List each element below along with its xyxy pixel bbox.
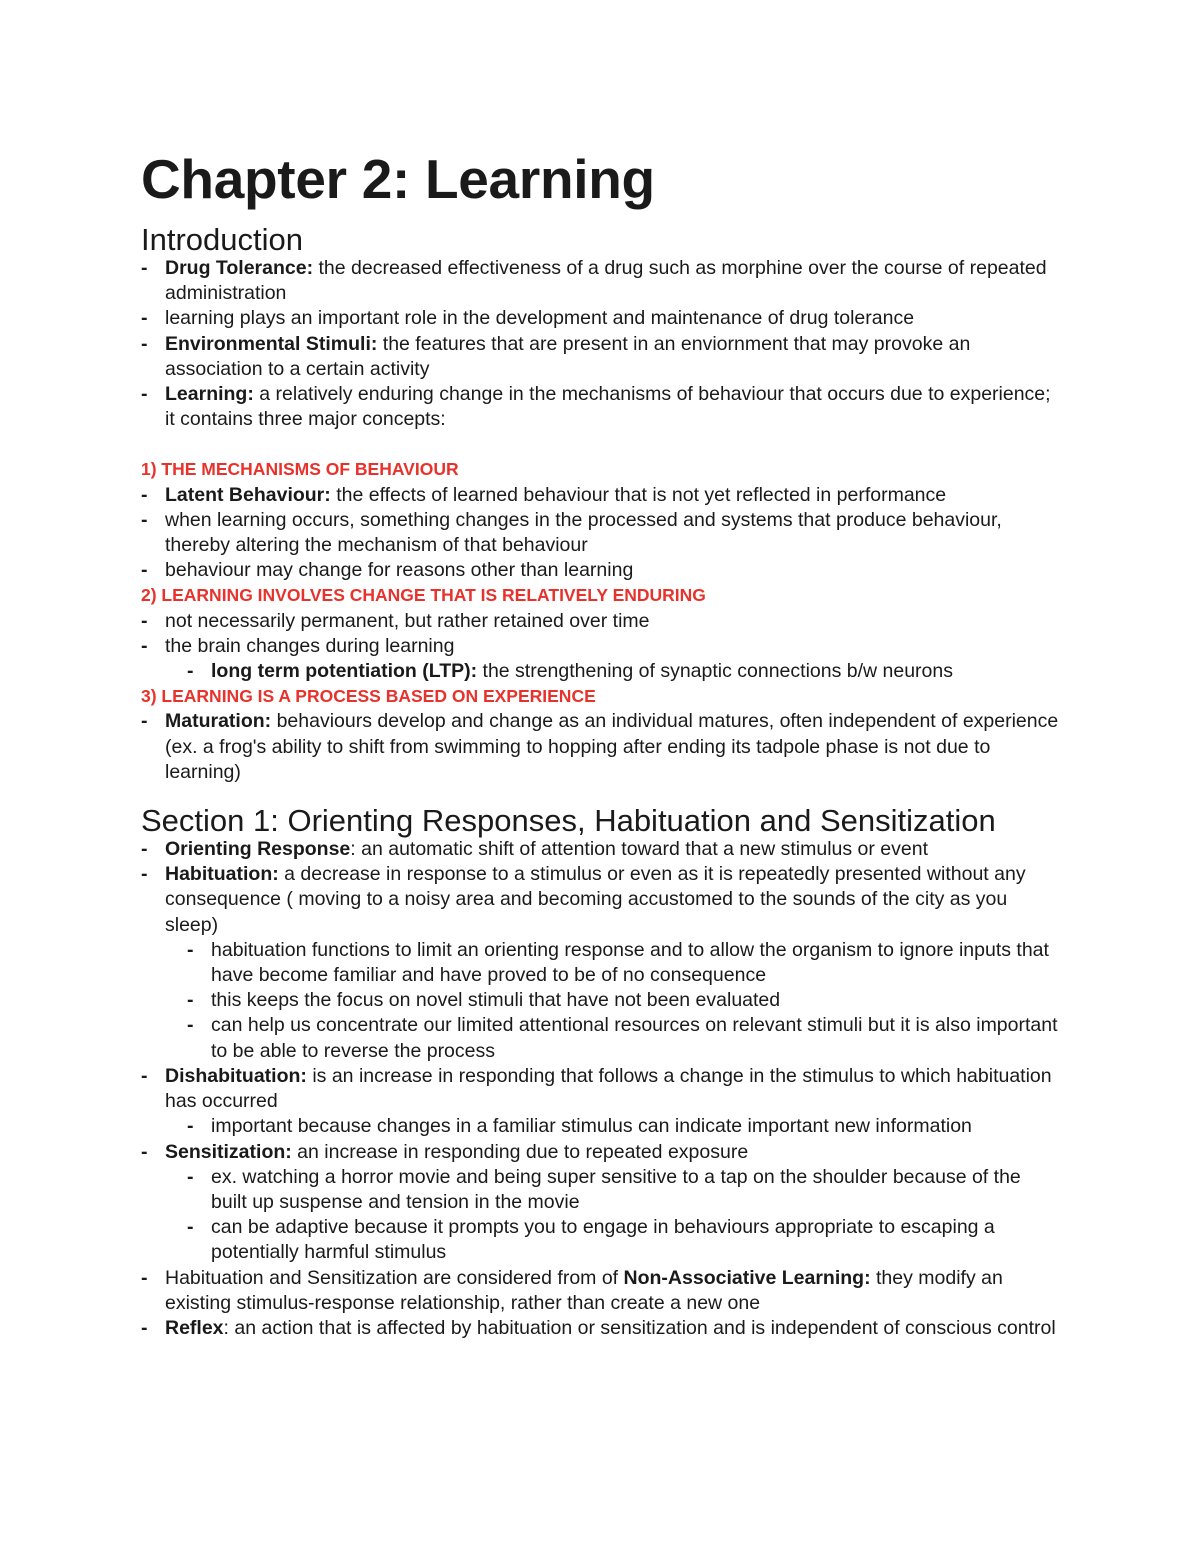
list-item: - Latent Behaviour: the effects of learned behaviour that is not yet reflected in performance	[141, 483, 1061, 508]
section-1-heading: Section 1: Orienting Responses, Habituation and Sensitization	[141, 803, 996, 839]
sub-list-item: - long term potentiation (LTP): the strengthening of synaptic connections b/w neurons	[141, 659, 1061, 684]
list-item: - not necessarily permanent, but rather retained over time	[141, 609, 1061, 634]
sub-list-item: - important because changes in a familiar stimulus can indicate important new information	[141, 1114, 1061, 1139]
list-item: - Habituation: a decrease in response to a stimulus or even as it is repeatedly presented without any consequence ( moving to a noisy area and becoming accustomed to the sounds of the city as you sleep)	[141, 862, 1061, 938]
sub-list-item: - this keeps the focus on novel stimuli that have not been evaluated	[141, 988, 1061, 1013]
list-item: - Habituation and Sensitization are considered from of Non-Associative Learning: they modify an existing stimulus-response relationship, rather than create a new one	[141, 1266, 1061, 1316]
list-item: - the brain changes during learning	[141, 634, 1061, 659]
sub-list-item: - habituation functions to limit an orienting response and to allow the organism to ignore inputs that have become familiar and have proved to be of no consequence	[141, 938, 1061, 988]
introduction-list	[141, 256, 1061, 432]
concept-1-list	[141, 483, 1061, 584]
sub-list-item: - can be adaptive because it prompts you to engage in behaviours appropriate to escaping a potentially harmful stimulus	[141, 1215, 1061, 1265]
concept-heading-2: 2) LEARNING INVOLVES CHANGE THAT IS RELATIVELY ENDURING	[141, 585, 706, 606]
list-item: - Orienting Response: an automatic shift of attention toward that a new stimulus or event	[141, 837, 1061, 862]
chapter-title: Chapter 2: Learning	[141, 148, 655, 210]
introduction-heading: Introduction	[141, 222, 303, 257]
sub-list-item: - can help us concentrate our limited attentional resources on relevant stimuli but it is also important to be able to reverse the process	[141, 1013, 1061, 1063]
spacer	[141, 432, 1061, 457]
list-item: - Dishabituation: is an increase in responding that follows a change in the stimulus to which habituation has occurred	[141, 1064, 1061, 1114]
list-item: - Drug Tolerance: the decreased effectiveness of a drug such as morphine over the course of repeated administration	[141, 256, 1061, 306]
concept-2-list	[141, 609, 1061, 685]
list-item: - Environmental Stimuli: the features that are present in an enviornment that may provoke an association to a certain activity	[141, 332, 1061, 382]
concept-heading-1: 1) THE MECHANISMS OF BEHAVIOUR	[141, 459, 459, 480]
list-item: - behaviour may change for reasons other than learning	[141, 558, 1061, 583]
list-item: - Reflex: an action that is affected by habituation or sensitization and is independent of conscious control	[141, 1316, 1061, 1341]
list-item: - when learning occurs, something changes in the processed and systems that produce behaviour, thereby altering the mechanism of that behaviour	[141, 508, 1061, 558]
list-item: - learning plays an important role in the development and maintenance of drug tolerance	[141, 306, 1061, 331]
concept-heading-3: 3) LEARNING IS A PROCESS BASED ON EXPERIENCE	[141, 686, 596, 707]
list-item: - Sensitization: an increase in responding due to repeated exposure	[141, 1140, 1061, 1165]
list-item: - Maturation: behaviours develop and change as an individual matures, often independent of experience (ex. a frog's ability to shift from swimming to hopping after ending its tadpole phase is not due to learning)	[141, 709, 1061, 785]
list-item: - Learning: a relatively enduring change in the mechanisms of behaviour that occurs due to experience; it contains three major concepts:	[141, 382, 1061, 432]
document-page	[141, 148, 1061, 1341]
sub-list-item: - ex. watching a horror movie and being super sensitive to a tap on the shoulder because of the built up suspense and tension in the movie	[141, 1165, 1061, 1215]
concept-3-list	[141, 709, 1061, 785]
section-1-list	[141, 837, 1061, 1341]
